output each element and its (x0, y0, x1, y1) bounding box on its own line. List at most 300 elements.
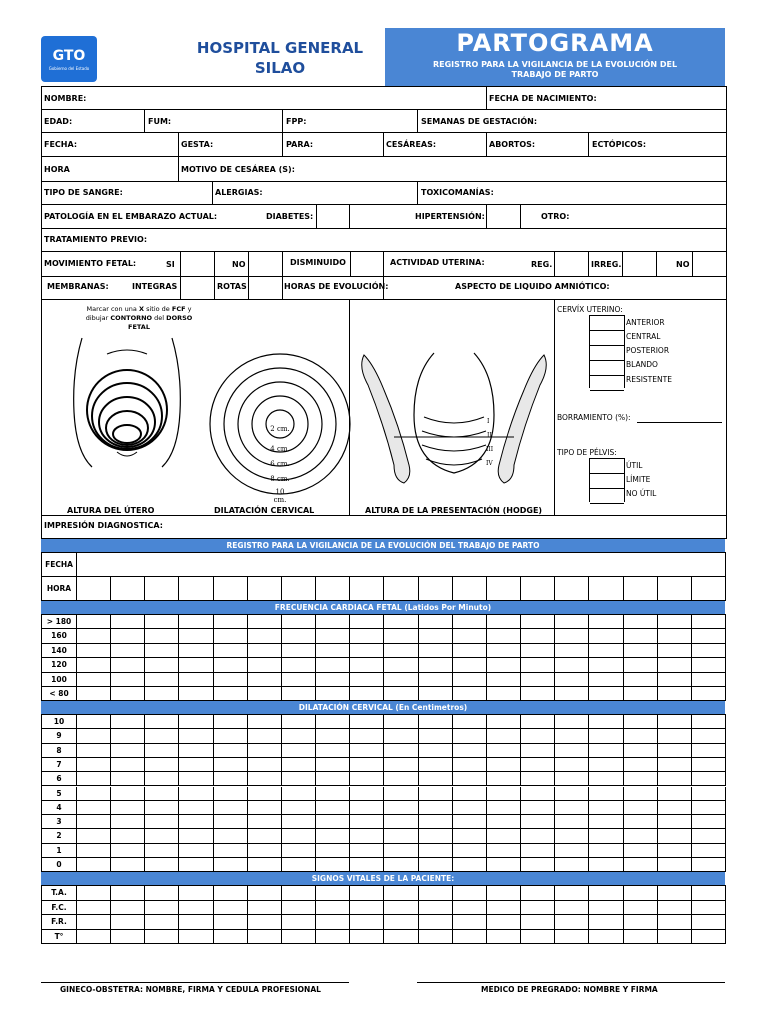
vitals-cell[interactable] (214, 886, 248, 901)
fcf-cell[interactable] (487, 644, 521, 658)
fcf-cell[interactable] (384, 658, 418, 672)
dilatacion-cell[interactable] (111, 829, 145, 843)
dilatacion-cell[interactable] (384, 744, 418, 758)
cervix-box-central[interactable] (590, 331, 624, 346)
fecha-hora-cell[interactable] (214, 577, 248, 601)
fcf-cell[interactable] (316, 658, 350, 672)
cervix-box-blando[interactable] (590, 361, 624, 376)
dilatacion-cell[interactable] (350, 801, 384, 815)
vitals-cell[interactable] (111, 886, 145, 901)
fcf-cell[interactable] (350, 615, 384, 629)
fcf-cell[interactable] (521, 658, 555, 672)
dilatacion-cell[interactable] (350, 772, 384, 786)
fcf-cell[interactable] (282, 673, 316, 687)
dilatacion-cell[interactable] (384, 801, 418, 815)
fecha-hora-cell[interactable] (658, 577, 692, 601)
dilatacion-cell[interactable] (179, 858, 213, 872)
fcf-cell[interactable] (658, 644, 692, 658)
dilatacion-cell[interactable] (453, 829, 487, 843)
dilatacion-cell[interactable] (658, 729, 692, 743)
vitals-cell[interactable] (77, 915, 111, 930)
fcf-cell[interactable] (419, 615, 453, 629)
dilatacion-cell[interactable] (521, 715, 555, 729)
dilatacion-cell[interactable] (214, 829, 248, 843)
fcf-cell[interactable] (624, 687, 658, 701)
dilatacion-cell[interactable] (658, 829, 692, 843)
fcf-cell[interactable] (692, 673, 726, 687)
fcf-cell[interactable] (179, 629, 213, 643)
dilatacion-cell[interactable] (77, 729, 111, 743)
vitals-cell[interactable] (384, 886, 418, 901)
dilatacion-cell[interactable] (487, 801, 521, 815)
dilatacion-cell[interactable] (589, 844, 623, 858)
dilatacion-cell[interactable] (145, 801, 179, 815)
dilatacion-cell[interactable] (179, 715, 213, 729)
dilatacion-cell[interactable] (692, 729, 726, 743)
fcf-cell[interactable] (419, 673, 453, 687)
vitals-cell[interactable] (111, 901, 145, 916)
dilatacion-cell[interactable] (316, 844, 350, 858)
dilatacion-cell[interactable] (77, 829, 111, 843)
dilatacion-cell[interactable] (692, 829, 726, 843)
dilatacion-cell[interactable] (487, 787, 521, 801)
dilatacion-cell[interactable] (350, 744, 384, 758)
dilatacion-cell[interactable] (248, 758, 282, 772)
vitals-cell[interactable] (589, 930, 623, 945)
fecha-hora-cell[interactable] (692, 577, 726, 601)
vitals-cell[interactable] (555, 915, 589, 930)
dilatacion-cell[interactable] (453, 744, 487, 758)
fcf-cell[interactable] (521, 687, 555, 701)
dilatacion-cell[interactable] (111, 729, 145, 743)
fcf-cell[interactable] (145, 615, 179, 629)
vitals-cell[interactable] (77, 901, 111, 916)
vitals-cell[interactable] (658, 901, 692, 916)
vitals-cell[interactable] (658, 930, 692, 945)
vitals-cell[interactable] (316, 930, 350, 945)
vitals-cell[interactable] (521, 886, 555, 901)
fcf-cell[interactable] (521, 673, 555, 687)
fecha-hora-cell[interactable] (179, 577, 213, 601)
dilatacion-cell[interactable] (77, 815, 111, 829)
dilatacion-cell[interactable] (521, 815, 555, 829)
dilatacion-cell[interactable] (248, 787, 282, 801)
fcf-cell[interactable] (248, 673, 282, 687)
fcf-cell[interactable] (248, 658, 282, 672)
dilatacion-cell[interactable] (658, 787, 692, 801)
dilatacion-cell[interactable] (555, 772, 589, 786)
fcf-cell[interactable] (179, 615, 213, 629)
fcf-cell[interactable] (555, 629, 589, 643)
dilatacion-cell[interactable] (589, 815, 623, 829)
fcf-cell[interactable] (145, 673, 179, 687)
dilatacion-cell[interactable] (419, 858, 453, 872)
dilatacion-cell[interactable] (282, 744, 316, 758)
fcf-cell[interactable] (692, 615, 726, 629)
dilatacion-cell[interactable] (214, 787, 248, 801)
fcf-cell[interactable] (384, 615, 418, 629)
fcf-cell[interactable] (145, 687, 179, 701)
vitals-cell[interactable] (521, 915, 555, 930)
fcf-cell[interactable] (111, 687, 145, 701)
vitals-cell[interactable] (282, 915, 316, 930)
dilatacion-cell[interactable] (589, 715, 623, 729)
dilatacion-cell[interactable] (179, 729, 213, 743)
vitals-cell[interactable] (521, 930, 555, 945)
fcf-cell[interactable] (658, 687, 692, 701)
dilatacion-cell[interactable] (111, 744, 145, 758)
vitals-cell[interactable] (350, 915, 384, 930)
dilatacion-cell[interactable] (77, 715, 111, 729)
vitals-cell[interactable] (589, 886, 623, 901)
fcf-cell[interactable] (214, 673, 248, 687)
fcf-cell[interactable] (316, 644, 350, 658)
dilatacion-cell[interactable] (624, 829, 658, 843)
vitals-cell[interactable] (555, 886, 589, 901)
dilatacion-cell[interactable] (248, 744, 282, 758)
dilatacion-cell[interactable] (282, 858, 316, 872)
fcf-cell[interactable] (214, 687, 248, 701)
fcf-cell[interactable] (384, 673, 418, 687)
fcf-cell[interactable] (179, 687, 213, 701)
vitals-cell[interactable] (282, 930, 316, 945)
vitals-cell[interactable] (77, 930, 111, 945)
signature-line-left[interactable] (41, 982, 349, 983)
fcf-cell[interactable] (179, 658, 213, 672)
dilatacion-cell[interactable] (282, 772, 316, 786)
fecha-hora-cell[interactable] (453, 577, 487, 601)
fcf-cell[interactable] (282, 687, 316, 701)
dilatacion-cell[interactable] (419, 715, 453, 729)
dilatacion-cell[interactable] (555, 758, 589, 772)
fcf-cell[interactable] (77, 644, 111, 658)
dilatacion-cell[interactable] (555, 815, 589, 829)
vitals-cell[interactable] (384, 915, 418, 930)
dilatacion-cell[interactable] (453, 758, 487, 772)
cervix-box-resistente[interactable] (590, 376, 624, 391)
fecha-hora-cell[interactable] (316, 577, 350, 601)
fecha-hora-cell[interactable] (350, 577, 384, 601)
fcf-cell[interactable] (589, 687, 623, 701)
fcf-cell[interactable] (77, 687, 111, 701)
dilatacion-cell[interactable] (487, 758, 521, 772)
fcf-cell[interactable] (453, 629, 487, 643)
dilatacion-cell[interactable] (453, 801, 487, 815)
dilatacion-cell[interactable] (419, 744, 453, 758)
vitals-cell[interactable] (282, 886, 316, 901)
dilatacion-cell[interactable] (214, 801, 248, 815)
fcf-cell[interactable] (692, 629, 726, 643)
fcf-cell[interactable] (111, 644, 145, 658)
dilatacion-cell[interactable] (214, 772, 248, 786)
dilatacion-cell[interactable] (77, 801, 111, 815)
dilatacion-cell[interactable] (487, 744, 521, 758)
dilatacion-cell[interactable] (589, 729, 623, 743)
dilatacion-cell[interactable] (350, 758, 384, 772)
fcf-cell[interactable] (624, 629, 658, 643)
dilatacion-cell[interactable] (521, 787, 555, 801)
fcf-cell[interactable] (555, 658, 589, 672)
fcf-cell[interactable] (179, 644, 213, 658)
dilatacion-cell[interactable] (111, 801, 145, 815)
fecha-hora-cell[interactable] (419, 577, 453, 601)
vitals-cell[interactable] (384, 901, 418, 916)
dilatacion-cell[interactable] (179, 744, 213, 758)
fcf-cell[interactable] (214, 644, 248, 658)
dilatacion-cell[interactable] (419, 772, 453, 786)
cervix-box-posterior[interactable] (590, 346, 624, 361)
vitals-cell[interactable] (145, 886, 179, 901)
dilatacion-cell[interactable] (624, 744, 658, 758)
fecha-hora-fecha-field[interactable] (77, 553, 726, 577)
fcf-cell[interactable] (589, 629, 623, 643)
dilatacion-cell[interactable] (214, 858, 248, 872)
pelvis-box-limite[interactable] (590, 474, 624, 489)
dilatacion-cell[interactable] (419, 844, 453, 858)
dilatacion-cell[interactable] (555, 801, 589, 815)
fcf-cell[interactable] (214, 629, 248, 643)
cervix-box-anterior[interactable] (590, 316, 624, 331)
dilatacion-cell[interactable] (692, 772, 726, 786)
dilatacion-cell[interactable] (487, 772, 521, 786)
dilatacion-cell[interactable] (624, 844, 658, 858)
dilatacion-cell[interactable] (179, 815, 213, 829)
dilatacion-cell[interactable] (692, 815, 726, 829)
vitals-cell[interactable] (282, 901, 316, 916)
vitals-cell[interactable] (145, 915, 179, 930)
dilatacion-cell[interactable] (214, 844, 248, 858)
vitals-cell[interactable] (179, 901, 213, 916)
dilatacion-cell[interactable] (145, 815, 179, 829)
dilatacion-cell[interactable] (555, 829, 589, 843)
dilatacion-cell[interactable] (282, 715, 316, 729)
vitals-cell[interactable] (248, 901, 282, 916)
dilatacion-cell[interactable] (145, 744, 179, 758)
dilatacion-cell[interactable] (282, 829, 316, 843)
dilatacion-cell[interactable] (555, 744, 589, 758)
fcf-cell[interactable] (350, 644, 384, 658)
dilatacion-cell[interactable] (487, 829, 521, 843)
dilatacion-cell[interactable] (555, 844, 589, 858)
fcf-cell[interactable] (589, 673, 623, 687)
dilatacion-cell[interactable] (179, 787, 213, 801)
dilatacion-cell[interactable] (179, 801, 213, 815)
dilatacion-cell[interactable] (179, 829, 213, 843)
dilatacion-cell[interactable] (350, 787, 384, 801)
fcf-cell[interactable] (658, 658, 692, 672)
fcf-cell[interactable] (316, 629, 350, 643)
fecha-hora-cell[interactable] (77, 577, 111, 601)
dilatacion-cell[interactable] (624, 815, 658, 829)
fcf-cell[interactable] (77, 615, 111, 629)
dilatacion-cell[interactable] (624, 715, 658, 729)
fcf-cell[interactable] (624, 673, 658, 687)
vitals-cell[interactable] (350, 886, 384, 901)
dilatacion-cell[interactable] (521, 772, 555, 786)
dilatacion-cell[interactable] (453, 787, 487, 801)
vitals-cell[interactable] (624, 930, 658, 945)
vitals-cell[interactable] (111, 915, 145, 930)
dilatacion-cell[interactable] (692, 844, 726, 858)
dilatacion-cell[interactable] (487, 715, 521, 729)
dilatacion-cell[interactable] (384, 829, 418, 843)
fcf-cell[interactable] (658, 629, 692, 643)
fcf-cell[interactable] (419, 687, 453, 701)
dilatacion-cell[interactable] (214, 715, 248, 729)
dilatacion-cell[interactable] (555, 729, 589, 743)
dilatacion-cell[interactable] (453, 772, 487, 786)
fecha-hora-cell[interactable] (111, 577, 145, 601)
dilatacion-cell[interactable] (384, 787, 418, 801)
vitals-cell[interactable] (248, 930, 282, 945)
dilatacion-cell[interactable] (248, 729, 282, 743)
dilatacion-cell[interactable] (658, 758, 692, 772)
dilatacion-cell[interactable] (692, 787, 726, 801)
fcf-cell[interactable] (111, 629, 145, 643)
dilatacion-cell[interactable] (692, 758, 726, 772)
borramiento-line[interactable] (637, 422, 722, 423)
dilatacion-cell[interactable] (316, 758, 350, 772)
pelvis-box-no-util[interactable] (590, 489, 624, 504)
dilatacion-cell[interactable] (111, 844, 145, 858)
fcf-cell[interactable] (111, 673, 145, 687)
vitals-cell[interactable] (145, 930, 179, 945)
dilatacion-cell[interactable] (145, 729, 179, 743)
fecha-hora-cell[interactable] (521, 577, 555, 601)
fcf-cell[interactable] (282, 644, 316, 658)
fcf-cell[interactable] (419, 658, 453, 672)
vitals-cell[interactable] (419, 930, 453, 945)
dilatacion-cell[interactable] (282, 758, 316, 772)
vitals-cell[interactable] (350, 930, 384, 945)
dilatacion-cell[interactable] (316, 715, 350, 729)
vitals-cell[interactable] (658, 886, 692, 901)
fcf-cell[interactable] (350, 658, 384, 672)
dilatacion-cell[interactable] (248, 715, 282, 729)
vitals-cell[interactable] (658, 915, 692, 930)
dilatacion-cell[interactable] (521, 729, 555, 743)
dilatacion-cell[interactable] (624, 772, 658, 786)
dilatacion-cell[interactable] (692, 744, 726, 758)
fcf-cell[interactable] (521, 629, 555, 643)
vitals-cell[interactable] (487, 915, 521, 930)
fecha-hora-cell[interactable] (624, 577, 658, 601)
dilatacion-cell[interactable] (248, 772, 282, 786)
dilatacion-cell[interactable] (179, 758, 213, 772)
dilatacion-cell[interactable] (419, 829, 453, 843)
fcf-cell[interactable] (111, 615, 145, 629)
dilatacion-cell[interactable] (624, 729, 658, 743)
fcf-cell[interactable] (77, 658, 111, 672)
dilatacion-cell[interactable] (658, 772, 692, 786)
fcf-cell[interactable] (282, 658, 316, 672)
dilatacion-cell[interactable] (350, 729, 384, 743)
vitals-cell[interactable] (179, 915, 213, 930)
dilatacion-cell[interactable] (521, 758, 555, 772)
fcf-cell[interactable] (248, 615, 282, 629)
fcf-cell[interactable] (624, 615, 658, 629)
fecha-hora-cell[interactable] (384, 577, 418, 601)
fcf-cell[interactable] (555, 615, 589, 629)
dilatacion-cell[interactable] (624, 758, 658, 772)
dilatacion-cell[interactable] (316, 801, 350, 815)
dilatacion-cell[interactable] (419, 815, 453, 829)
dilatacion-cell[interactable] (384, 758, 418, 772)
dilatacion-cell[interactable] (384, 858, 418, 872)
fcf-cell[interactable] (350, 687, 384, 701)
dilatacion-cell[interactable] (521, 829, 555, 843)
dilatacion-cell[interactable] (214, 744, 248, 758)
vitals-cell[interactable] (316, 915, 350, 930)
dilatacion-cell[interactable] (77, 844, 111, 858)
fcf-cell[interactable] (316, 687, 350, 701)
vitals-cell[interactable] (350, 901, 384, 916)
dilatacion-cell[interactable] (248, 844, 282, 858)
dilatacion-cell[interactable] (145, 844, 179, 858)
dilatacion-cell[interactable] (384, 729, 418, 743)
vitals-cell[interactable] (692, 930, 726, 945)
vitals-cell[interactable] (555, 930, 589, 945)
dilatacion-cell[interactable] (658, 815, 692, 829)
fcf-cell[interactable] (316, 615, 350, 629)
dilatacion-cell[interactable] (77, 772, 111, 786)
vitals-cell[interactable] (453, 915, 487, 930)
dilatacion-cell[interactable] (453, 815, 487, 829)
dilatacion-cell[interactable] (624, 858, 658, 872)
fcf-cell[interactable] (419, 629, 453, 643)
dilatacion-cell[interactable] (692, 801, 726, 815)
fcf-cell[interactable] (555, 687, 589, 701)
dilatacion-cell[interactable] (350, 715, 384, 729)
dilatacion-cell[interactable] (111, 758, 145, 772)
dilatacion-cell[interactable] (214, 815, 248, 829)
dilatacion-cell[interactable] (555, 858, 589, 872)
vitals-cell[interactable] (589, 915, 623, 930)
fcf-cell[interactable] (214, 658, 248, 672)
fcf-cell[interactable] (521, 644, 555, 658)
vitals-cell[interactable] (214, 930, 248, 945)
dilatacion-cell[interactable] (316, 744, 350, 758)
vitals-cell[interactable] (248, 886, 282, 901)
fcf-cell[interactable] (658, 673, 692, 687)
fcf-cell[interactable] (384, 644, 418, 658)
dilatacion-cell[interactable] (350, 815, 384, 829)
dilatacion-cell[interactable] (589, 858, 623, 872)
dilatacion-cell[interactable] (316, 729, 350, 743)
fcf-cell[interactable] (145, 629, 179, 643)
vitals-cell[interactable] (487, 930, 521, 945)
fcf-cell[interactable] (453, 687, 487, 701)
dilatacion-cell[interactable] (248, 815, 282, 829)
dilatacion-cell[interactable] (384, 815, 418, 829)
dilatacion-cell[interactable] (589, 829, 623, 843)
dilatacion-cell[interactable] (145, 858, 179, 872)
fcf-cell[interactable] (624, 644, 658, 658)
pelvis-box-util[interactable] (590, 459, 624, 474)
vitals-cell[interactable] (248, 915, 282, 930)
fcf-cell[interactable] (248, 687, 282, 701)
dilatacion-cell[interactable] (384, 844, 418, 858)
dilatacion-cell[interactable] (384, 772, 418, 786)
dilatacion-cell[interactable] (316, 815, 350, 829)
dilatacion-cell[interactable] (658, 715, 692, 729)
vitals-cell[interactable] (179, 886, 213, 901)
vitals-cell[interactable] (555, 901, 589, 916)
fcf-cell[interactable] (453, 644, 487, 658)
fcf-cell[interactable] (521, 615, 555, 629)
fcf-cell[interactable] (453, 615, 487, 629)
dilatacion-cell[interactable] (145, 787, 179, 801)
